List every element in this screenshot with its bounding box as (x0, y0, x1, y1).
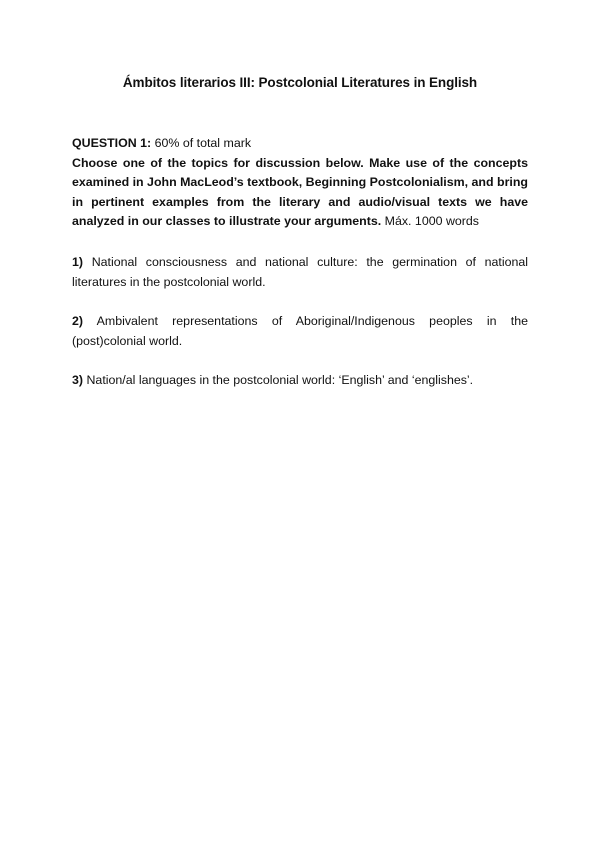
topic-number: 3) (72, 373, 84, 387)
question-instructions (72, 154, 528, 232)
topic-text: National consciousness and national culture: the germination of national literatures in the postcolonial world. (72, 255, 528, 289)
topic-text: Ambivalent representations of Aboriginal/Indigenous peoples in the (post)colonial world. (72, 314, 528, 348)
topic-number: 1) (72, 255, 84, 269)
topic-text: Nation/al languages in the postcolonial world: ‘English’ and ‘englishes’. (86, 373, 474, 387)
question-header (72, 134, 528, 154)
instructions-text: Choose one of the topics for discussion below. Make use of the concepts examined in John MacLeod’s textbook, Beginning Postcolonialism, and bring in pertinent examples from the literary and audio/visual texts we have analyzed in our classes to illustrate your arguments. (72, 155, 528, 228)
word-limit: Máx. 1000 words (384, 214, 479, 228)
topic-item-3 (72, 371, 528, 391)
topic-item-1 (72, 253, 528, 292)
topic-number: 2) (72, 314, 84, 328)
document-title: Ámbitos literarios III: Postcolonial Literatures in English (122, 75, 478, 90)
question-weight: 60% of total mark (154, 136, 252, 150)
question-block (72, 134, 528, 232)
topic-item-2 (72, 312, 528, 351)
question-label: QUESTION 1: (72, 136, 152, 150)
